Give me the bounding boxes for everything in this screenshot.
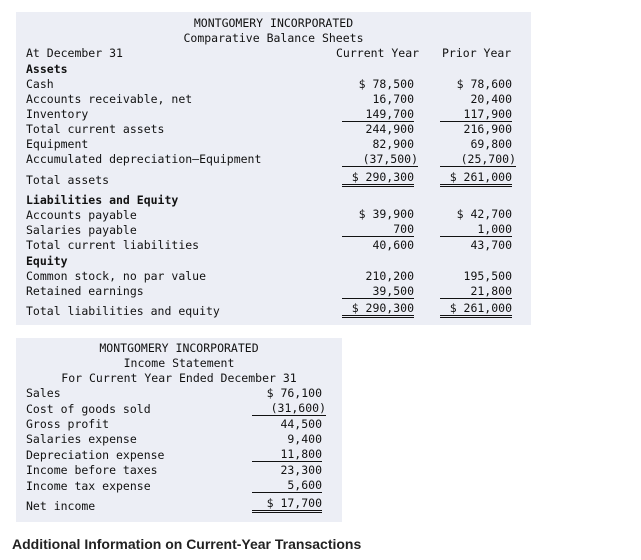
row-label: Inventory [26,107,89,121]
current-value: 40,600 [372,238,414,252]
prior-value: $ 261,000 [440,170,512,187]
current-value: $ 39,900 [358,207,414,221]
row-label: Sales [26,386,61,400]
row-label: Salaries payable [26,223,137,237]
current-value: 244,900 [365,122,414,136]
current-value: 16,700 [372,92,414,106]
prior-value: 216,900 [463,122,512,136]
row-label: Income before taxes [26,463,158,477]
row-label: Equipment [26,137,89,151]
additional-info-heading: Additional Information on Current-Year Transactions [12,536,362,552]
row-label: Total assets [26,173,110,187]
prior-value: 195,500 [463,269,512,283]
row-label: Net income [26,499,96,513]
row-value: 9,400 [287,432,322,446]
prior-value: 21,800 [440,284,512,299]
current-year-header: Current Year [336,46,420,60]
prior-value: 117,900 [440,107,512,122]
assets-heading: Assets [26,62,68,76]
current-value: $ 78,500 [358,77,414,91]
current-value: $ 290,300 [342,170,414,187]
row-label: Total liabilities and equity [26,304,220,318]
row-label: Common stock, no par value [26,269,207,283]
current-value: $ 290,300 [342,301,414,318]
prior-value: 43,700 [470,238,512,252]
prior-value: 1,000 [440,222,512,237]
balance-sheet-date-label: At December 31 [26,46,123,60]
row-label: Gross profit [26,417,110,431]
income-statement-period: For Current Year Ended December 31 [61,371,297,385]
row-value: $ 76,100 [266,386,322,400]
row-label: Depreciation expense [26,448,165,462]
row-label: Accumulated depreciation—Equipment [26,152,262,166]
current-value: (37,500) [342,152,418,167]
row-value: (31,600) [252,401,326,416]
current-value: 700 [342,222,414,237]
row-label: Total current liabilities [26,238,200,252]
prior-value: $ 78,600 [456,77,512,91]
prior-value: 20,400 [470,92,512,106]
row-label: Income tax expense [26,479,151,493]
income-statement-title: Income Statement [123,356,235,370]
row-label: Accounts payable [26,208,137,222]
row-value: 44,500 [280,417,322,431]
row-label: Cash [26,77,54,91]
income-statement-company: MONTGOMERY INCORPORATED [99,341,259,355]
equity-heading: Equity [26,254,68,268]
prior-value: $ 42,700 [456,207,512,221]
row-value: 11,800 [252,447,322,462]
current-value: 82,900 [372,137,414,151]
row-label: Cost of goods sold [26,402,151,416]
income-statement-panel [16,338,342,522]
row-label: Total current assets [26,122,165,136]
balance-sheet-company: MONTGOMERY INCORPORATED [193,16,354,30]
current-value: 210,200 [365,269,414,283]
balance-sheet-title: Comparative Balance Sheets [183,31,364,45]
liabilities-equity-heading: Liabilities and Equity [26,193,179,207]
row-label: Accounts receivable, net [26,92,193,106]
row-value: $ 17,700 [252,496,322,513]
current-value: 39,500 [342,284,414,299]
row-value: 23,300 [280,463,322,477]
prior-year-header: Prior Year [442,46,512,60]
row-label: Salaries expense [26,432,137,446]
prior-value: (25,700) [440,152,516,167]
prior-value: $ 261,000 [440,301,512,318]
balance-sheet-panel [16,12,531,325]
row-label: Retained earnings [26,284,144,298]
prior-value: 69,800 [470,137,512,151]
row-value: 5,600 [252,478,322,493]
current-value: 149,700 [342,107,414,122]
